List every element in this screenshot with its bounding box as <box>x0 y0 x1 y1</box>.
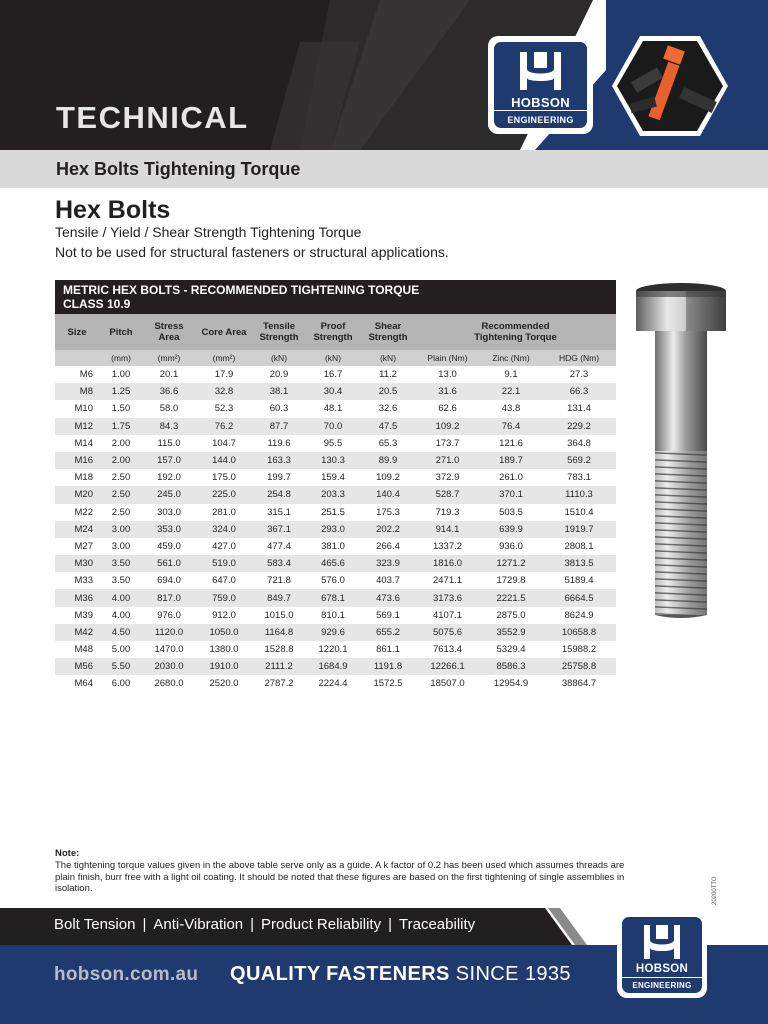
value-cell: 647.0 <box>195 572 253 589</box>
value-cell: 12954.9 <box>480 675 542 692</box>
size-cell: M48 <box>55 641 99 658</box>
value-cell: 15988.2 <box>542 641 616 658</box>
value-cell: 323.9 <box>361 555 415 572</box>
value-cell: 1684.9 <box>305 658 361 675</box>
page-title: Hex Bolts <box>55 196 171 224</box>
note-text: The tightening torque values given in the above table serve only as a guide. A k factor of 0.2 has been used which assumes threads are plain finish, burr free with a light oil coating. It should be noted that these figures are based on the first tightening of single assemblies in isolation. <box>55 860 625 894</box>
value-cell: 583.4 <box>253 555 305 572</box>
value-cell: 569.2 <box>542 452 616 469</box>
subtitle-line-1: Tensile / Yield / Shear Strength Tightening Torque <box>55 224 362 240</box>
value-cell: 849.7 <box>253 589 305 606</box>
value-cell: 861.1 <box>361 641 415 658</box>
value-cell: 271.0 <box>415 452 480 469</box>
col-core-area: Core Area <box>195 314 253 350</box>
value-cell: 115.0 <box>143 435 195 452</box>
value-cell: 38.1 <box>253 383 305 400</box>
website-link[interactable]: hobson.com.au <box>54 964 199 985</box>
value-cell: 1.75 <box>99 418 143 435</box>
value-cell: 65.3 <box>361 435 415 452</box>
value-cell: 528.7 <box>415 486 480 503</box>
header-title: TECHNICAL <box>56 100 249 135</box>
table-row <box>55 366 616 383</box>
value-cell: 89.9 <box>361 452 415 469</box>
logo-name: HOBSON <box>511 95 570 110</box>
value-cell: 203.3 <box>305 486 361 503</box>
value-cell: 1337.2 <box>415 538 480 555</box>
value-cell: 370.1 <box>480 486 542 503</box>
value-cell: 6.00 <box>99 675 143 692</box>
value-cell: 5.00 <box>99 641 143 658</box>
table-row <box>55 435 616 452</box>
quality-slogan: QUALITY FASTENERS SINCE 1935 <box>230 963 571 985</box>
unit-cell: Plain (Nm) <box>415 350 480 366</box>
value-cell: 1919.7 <box>542 521 616 538</box>
value-cell: 293.0 <box>305 521 361 538</box>
value-cell: 1.25 <box>99 383 143 400</box>
value-cell: 281.0 <box>195 504 253 521</box>
value-cell: 1470.0 <box>143 641 195 658</box>
size-cell: M14 <box>55 435 99 452</box>
value-cell: 2787.2 <box>253 675 305 692</box>
torque-table <box>55 314 616 693</box>
bolt-photo-icon <box>610 34 730 138</box>
unit-cell: (mm) <box>99 350 143 366</box>
value-cell: 13.0 <box>415 366 480 383</box>
table-row <box>55 504 616 521</box>
size-cell: M10 <box>55 400 99 417</box>
value-cell: 3.50 <box>99 555 143 572</box>
value-cell: 1380.0 <box>195 641 253 658</box>
value-cell: 36.6 <box>143 383 195 400</box>
col-recommended-torque: Recommended Tightening Torque <box>415 314 616 350</box>
value-cell: 678.1 <box>305 589 361 606</box>
value-cell: 52.3 <box>195 400 253 417</box>
value-cell: 1050.0 <box>195 624 253 641</box>
value-cell: 144.0 <box>195 452 253 469</box>
value-cell: 43.8 <box>480 400 542 417</box>
table-title-line-2: CLASS 10.9 <box>63 297 131 311</box>
value-cell: 3552.9 <box>480 624 542 641</box>
logo-name: HOBSON <box>635 963 689 975</box>
tagline-item: Traceability <box>399 916 476 933</box>
value-cell: 372.9 <box>415 469 480 486</box>
value-cell: 4.50 <box>99 624 143 641</box>
size-cell: M27 <box>55 538 99 555</box>
table-row <box>55 607 616 624</box>
value-cell: 119.6 <box>253 435 305 452</box>
table-row <box>55 624 616 641</box>
value-cell: 199.7 <box>253 469 305 486</box>
value-cell: 929.6 <box>305 624 361 641</box>
value-cell: 20.5 <box>361 383 415 400</box>
value-cell: 2.50 <box>99 504 143 521</box>
value-cell: 202.2 <box>361 521 415 538</box>
value-cell: 22.1 <box>480 383 542 400</box>
value-cell: 76.2 <box>195 418 253 435</box>
value-cell: 936.0 <box>480 538 542 555</box>
value-cell: 7613.4 <box>415 641 480 658</box>
value-cell: 367.1 <box>253 521 305 538</box>
value-cell: 315.1 <box>253 504 305 521</box>
hobson-h-icon <box>622 917 702 963</box>
value-cell: 1729.8 <box>480 572 542 589</box>
value-cell: 8624.9 <box>542 607 616 624</box>
value-cell: 465.6 <box>305 555 361 572</box>
value-cell: 121.6 <box>480 435 542 452</box>
col-pitch: Pitch <box>99 314 143 350</box>
col-shear: Shear Strength <box>361 314 415 350</box>
value-cell: 1110.3 <box>542 486 616 503</box>
value-cell: 503.5 <box>480 504 542 521</box>
size-cell: M64 <box>55 675 99 692</box>
value-cell: 817.0 <box>143 589 195 606</box>
value-cell: 2224.4 <box>305 675 361 692</box>
page-header <box>0 0 768 150</box>
value-cell: 2111.2 <box>253 658 305 675</box>
value-cell: 189.7 <box>480 452 542 469</box>
value-cell: 245.0 <box>143 486 195 503</box>
table-row <box>55 675 616 692</box>
value-cell: 3.50 <box>99 572 143 589</box>
value-cell: 3173.6 <box>415 589 480 606</box>
col-tensile: Tensile Strength <box>253 314 305 350</box>
value-cell: 364.8 <box>542 435 616 452</box>
value-cell: 27.3 <box>542 366 616 383</box>
tagline-item: Anti-Vibration <box>153 916 244 933</box>
value-cell: 783.1 <box>542 469 616 486</box>
tagline-item: Bolt Tension <box>54 916 136 933</box>
unit-cell: (mm²) <box>195 350 253 366</box>
value-cell: 109.2 <box>361 469 415 486</box>
value-cell: 1.00 <box>99 366 143 383</box>
unit-cell: (kN) <box>305 350 361 366</box>
value-cell: 3813.5 <box>542 555 616 572</box>
value-cell: 3.00 <box>99 521 143 538</box>
hex-bolt-illustration <box>635 283 727 619</box>
size-cell: M8 <box>55 383 99 400</box>
value-cell: 2.00 <box>99 452 143 469</box>
value-cell: 2520.0 <box>195 675 253 692</box>
value-cell: 20.1 <box>143 366 195 383</box>
value-cell: 38864.7 <box>542 675 616 692</box>
value-cell: 1816.0 <box>415 555 480 572</box>
table-row <box>55 538 616 555</box>
value-cell: 8586.3 <box>480 658 542 675</box>
value-cell: 2875.0 <box>480 607 542 624</box>
value-cell: 11.2 <box>361 366 415 383</box>
table-title-line-1: METRIC HEX BOLTS - RECOMMENDED TIGHTENING TORQUE <box>63 283 420 297</box>
size-cell: M16 <box>55 452 99 469</box>
value-cell: 655.2 <box>361 624 415 641</box>
value-cell: 31.6 <box>415 383 480 400</box>
value-cell: 2808.1 <box>542 538 616 555</box>
value-cell: 60.3 <box>253 400 305 417</box>
value-cell: 30.4 <box>305 383 361 400</box>
value-cell: 18507.0 <box>415 675 480 692</box>
value-cell: 48.1 <box>305 400 361 417</box>
value-cell: 175.3 <box>361 504 415 521</box>
unit-cell <box>55 350 99 366</box>
logo-sub: ENGINEERING <box>507 115 574 125</box>
value-cell: 25758.8 <box>542 658 616 675</box>
hobson-logo <box>488 36 593 134</box>
value-cell: 32.8 <box>195 383 253 400</box>
value-cell: 759.0 <box>195 589 253 606</box>
value-cell: 130.3 <box>305 452 361 469</box>
table-title <box>55 280 616 314</box>
value-cell: 1120.0 <box>143 624 195 641</box>
unit-cell: Zinc (Nm) <box>480 350 542 366</box>
value-cell: 5329.4 <box>480 641 542 658</box>
value-cell: 1572.5 <box>361 675 415 692</box>
value-cell: 912.0 <box>195 607 253 624</box>
value-cell: 140.4 <box>361 486 415 503</box>
value-cell: 95.5 <box>305 435 361 452</box>
section-band <box>0 150 768 188</box>
value-cell: 459.0 <box>143 538 195 555</box>
table-row <box>55 658 616 675</box>
value-cell: 1528.8 <box>253 641 305 658</box>
value-cell: 2.50 <box>99 486 143 503</box>
value-cell: 403.7 <box>361 572 415 589</box>
value-cell: 2.50 <box>99 469 143 486</box>
value-cell: 381.0 <box>305 538 361 555</box>
value-cell: 1164.8 <box>253 624 305 641</box>
value-cell: 2221.5 <box>480 589 542 606</box>
value-cell: 4.00 <box>99 589 143 606</box>
value-cell: 303.0 <box>143 504 195 521</box>
value-cell: 66.3 <box>542 383 616 400</box>
value-cell: 131.4 <box>542 400 616 417</box>
value-cell: 2030.0 <box>143 658 195 675</box>
note-label: Note: <box>55 848 80 859</box>
value-cell: 561.0 <box>143 555 195 572</box>
value-cell: 569.1 <box>361 607 415 624</box>
value-cell: 639.9 <box>480 521 542 538</box>
value-cell: 5189.4 <box>542 572 616 589</box>
table-row <box>55 469 616 486</box>
table-row <box>55 452 616 469</box>
value-cell: 3.00 <box>99 538 143 555</box>
value-cell: 1220.1 <box>305 641 361 658</box>
unit-cell: (kN) <box>253 350 305 366</box>
value-cell: 5.50 <box>99 658 143 675</box>
table-row <box>55 589 616 606</box>
value-cell: 109.2 <box>415 418 480 435</box>
value-cell: 2680.0 <box>143 675 195 692</box>
value-cell: 254.8 <box>253 486 305 503</box>
size-cell: M12 <box>55 418 99 435</box>
size-cell: M22 <box>55 504 99 521</box>
value-cell: 721.8 <box>253 572 305 589</box>
logo-sub: ENGINEERING <box>632 981 692 990</box>
tagline: Bolt Tension | Anti-Vibration | Product Reliability | Traceability <box>54 916 476 933</box>
value-cell: 225.0 <box>195 486 253 503</box>
section-title: Hex Bolts Tightening Torque <box>56 159 301 179</box>
units-row <box>55 350 616 366</box>
value-cell: 1015.0 <box>253 607 305 624</box>
table-row <box>55 400 616 417</box>
size-cell: M42 <box>55 624 99 641</box>
value-cell: 576.0 <box>305 572 361 589</box>
document-reference: 20200TTO <box>712 876 718 905</box>
value-cell: 17.9 <box>195 366 253 383</box>
value-cell: 1191.8 <box>361 658 415 675</box>
value-cell: 1.50 <box>99 400 143 417</box>
size-cell: M18 <box>55 469 99 486</box>
table-row <box>55 572 616 589</box>
value-cell: 9.1 <box>480 366 542 383</box>
value-cell: 251.5 <box>305 504 361 521</box>
table-row <box>55 486 616 503</box>
tagline-item: Product Reliability <box>261 916 382 933</box>
footer-hobson-logo <box>617 912 707 998</box>
value-cell: 20.9 <box>253 366 305 383</box>
table-row <box>55 521 616 538</box>
value-cell: 4107.1 <box>415 607 480 624</box>
value-cell: 2471.1 <box>415 572 480 589</box>
table-row <box>55 383 616 400</box>
value-cell: 1271.2 <box>480 555 542 572</box>
col-proof: Proof Strength <box>305 314 361 350</box>
value-cell: 229.2 <box>542 418 616 435</box>
value-cell: 353.0 <box>143 521 195 538</box>
table-row <box>55 418 616 435</box>
size-cell: M39 <box>55 607 99 624</box>
table-row <box>55 555 616 572</box>
value-cell: 694.0 <box>143 572 195 589</box>
value-cell: 16.7 <box>305 366 361 383</box>
value-cell: 62.6 <box>415 400 480 417</box>
size-cell: M24 <box>55 521 99 538</box>
value-cell: 261.0 <box>480 469 542 486</box>
value-cell: 2.00 <box>99 435 143 452</box>
value-cell: 87.7 <box>253 418 305 435</box>
value-cell: 192.0 <box>143 469 195 486</box>
value-cell: 473.6 <box>361 589 415 606</box>
col-size: Size <box>55 314 99 350</box>
unit-cell: (mm²) <box>143 350 195 366</box>
value-cell: 157.0 <box>143 452 195 469</box>
unit-cell: (kN) <box>361 350 415 366</box>
table-row <box>55 641 616 658</box>
value-cell: 10658.8 <box>542 624 616 641</box>
size-cell: M56 <box>55 658 99 675</box>
value-cell: 5075.6 <box>415 624 480 641</box>
value-cell: 6664.5 <box>542 589 616 606</box>
size-cell: M30 <box>55 555 99 572</box>
size-cell: M36 <box>55 589 99 606</box>
value-cell: 1910.0 <box>195 658 253 675</box>
value-cell: 427.0 <box>195 538 253 555</box>
size-cell: M6 <box>55 366 99 383</box>
value-cell: 104.7 <box>195 435 253 452</box>
value-cell: 4.00 <box>99 607 143 624</box>
value-cell: 84.3 <box>143 418 195 435</box>
size-cell: M20 <box>55 486 99 503</box>
col-stress-area: Stress Area <box>143 314 195 350</box>
unit-cell: HDG (Nm) <box>542 350 616 366</box>
value-cell: 58.0 <box>143 400 195 417</box>
value-cell: 70.0 <box>305 418 361 435</box>
value-cell: 32.6 <box>361 400 415 417</box>
value-cell: 1510.4 <box>542 504 616 521</box>
value-cell: 47.5 <box>361 418 415 435</box>
value-cell: 810.1 <box>305 607 361 624</box>
subtitle-line-2: Not to be used for structural fasteners or structural applications. <box>55 244 449 260</box>
value-cell: 76.4 <box>480 418 542 435</box>
value-cell: 324.0 <box>195 521 253 538</box>
size-cell: M33 <box>55 572 99 589</box>
value-cell: 976.0 <box>143 607 195 624</box>
value-cell: 719.3 <box>415 504 480 521</box>
value-cell: 159.4 <box>305 469 361 486</box>
hobson-h-icon <box>494 42 587 94</box>
table-body <box>55 366 616 693</box>
value-cell: 12266.1 <box>415 658 480 675</box>
value-cell: 175.0 <box>195 469 253 486</box>
value-cell: 477.4 <box>253 538 305 555</box>
value-cell: 163.3 <box>253 452 305 469</box>
value-cell: 266.4 <box>361 538 415 555</box>
value-cell: 914.1 <box>415 521 480 538</box>
value-cell: 519.0 <box>195 555 253 572</box>
value-cell: 173.7 <box>415 435 480 452</box>
